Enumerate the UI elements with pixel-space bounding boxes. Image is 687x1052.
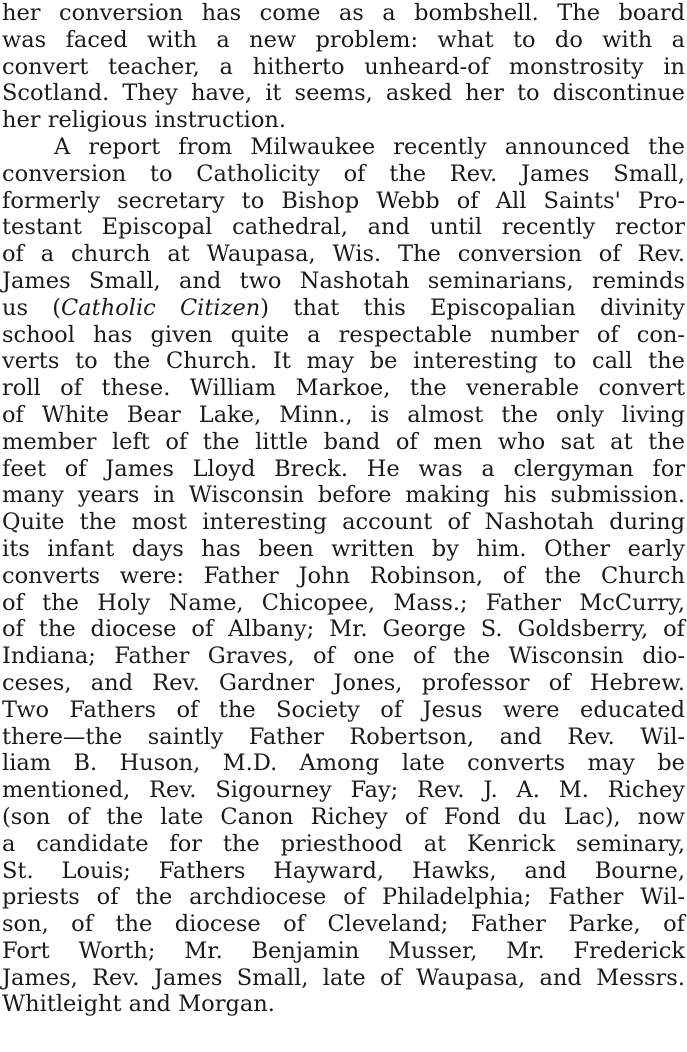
- text-line: liam B. Huson, M.D. Among late converts may be: [2, 750, 685, 777]
- text-line: of a church at Waupasa, Wis. The conversion of Rev.: [2, 241, 685, 268]
- text-line: mentioned, Rev. Sigourney Fay; Rev. J. A. M. Richey: [2, 777, 685, 804]
- text-line: St. Louis; Fathers Hayward, Hawks, and Bourne,: [2, 857, 685, 884]
- text-line: member left of the little band of men who sat at the: [2, 428, 685, 455]
- text-line: Indiana; Father Graves, of one of the Wisconsin dio-: [2, 643, 685, 670]
- text-line: testant Episcopal cathedral, and until recently rector: [2, 214, 685, 241]
- text-line: son, of the diocese of Cleveland; Father Parke, of: [2, 911, 685, 938]
- text-line: Quite the most interesting account of Nashotah during: [2, 509, 685, 536]
- text-line: Whitleight and Morgan.: [2, 991, 275, 1018]
- text-line: her religious instruction.: [2, 107, 287, 134]
- text-line: Two Fathers of the Society of Jesus were educated: [2, 696, 685, 723]
- text-line: of the diocese of Albany; Mr. George S. Goldsberry, of: [2, 616, 685, 643]
- text-line: its infant days has been written by him. Other early: [2, 535, 685, 562]
- article-column: [2, 0, 685, 1018]
- text-line: ceses, and Rev. Gardner Jones, professor of Hebrew.: [2, 669, 685, 696]
- text-line: school has given quite a respectable number of con-: [2, 321, 685, 348]
- text-line: roll of these. William Markoe, the venerable convert: [2, 375, 685, 402]
- paragraph-1: [2, 0, 685, 134]
- text-line: James, Rev. James Small, late of Waupasa, and Messrs.: [2, 964, 685, 991]
- text-line: James Small, and two Nashotah seminarians, reminds: [2, 267, 685, 294]
- text-line: her conversion has come as a bombshell. The board: [2, 0, 685, 26]
- text-line: there—the saintly Father Robertson, and Rev. Wil-: [2, 723, 685, 750]
- text-line: converts were: Father John Robinson, of the Church: [2, 562, 685, 589]
- text-line-with-italic: us (Catholic Citizen) that this Episcopalian divinity: [2, 294, 686, 321]
- text-line: was faced with a new problem: what to do with a: [2, 26, 685, 53]
- text-line: many years in Wisconsin before making his submission.: [2, 482, 685, 509]
- text-line: A report from Milwaukee recently announced the: [54, 133, 685, 160]
- text-line: verts to the Church. It may be interesting to call the: [2, 348, 685, 375]
- text-line: feet of James Lloyd Breck. He was a clergyman for: [2, 455, 685, 482]
- paragraph-2: [2, 134, 685, 1018]
- text-line: of White Bear Lake, Minn., is almost the only living: [2, 401, 685, 428]
- text-line: Fort Worth; Mr. Benjamin Musser, Mr. Frederick: [2, 937, 685, 964]
- text-line: of the Holy Name, Chicopee, Mass.; Father McCurry,: [2, 589, 685, 616]
- text-line: priests of the archdiocese of Philadelphia; Father Wil-: [2, 884, 685, 911]
- publication-title: Catholic Citizen: [61, 294, 261, 321]
- text-line: convert teacher, a hitherto unheard-of monstrosity in: [2, 53, 685, 80]
- text-line: a candidate for the priesthood at Kenrick seminary,: [2, 830, 685, 857]
- text-line: formerly secretary to Bishop Webb of All Saints' Pro-: [2, 187, 685, 214]
- text-line: Scotland. They have, it seems, asked her to discontinue: [2, 80, 685, 107]
- text-line: (son of the late Canon Richey of Fond du Lac), now: [2, 803, 685, 830]
- text-line: conversion to Catholicity of the Rev. James Small,: [2, 160, 685, 187]
